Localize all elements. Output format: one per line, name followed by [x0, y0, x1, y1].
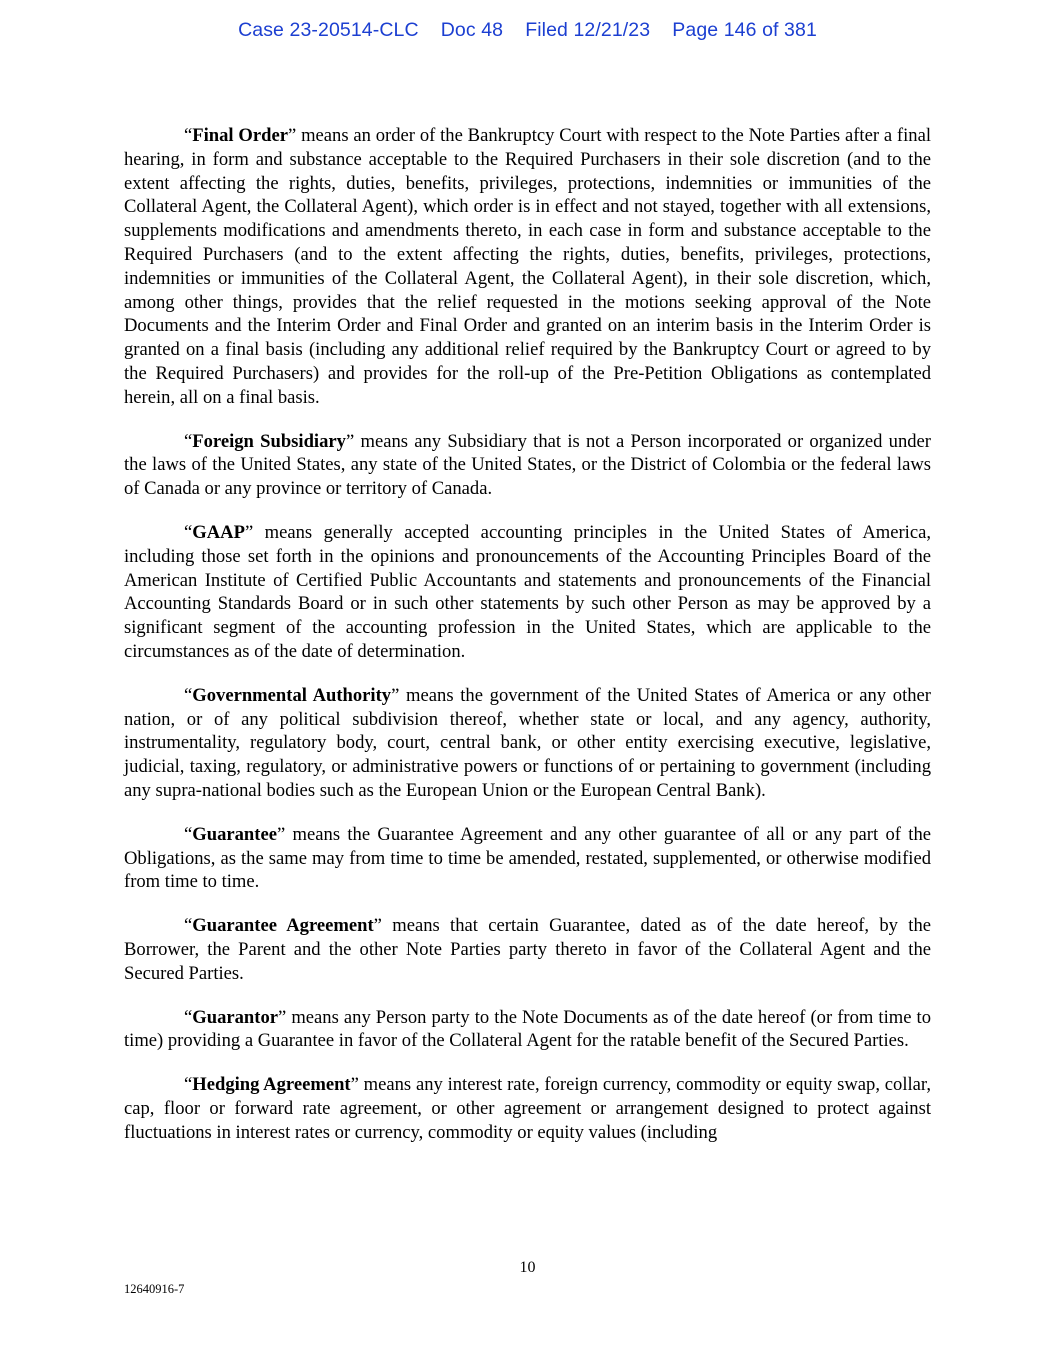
definition-text: means the government of the United States of America or any other nation, or of any political subdivision thereof, whether state or local, and any agency, authority, instrumentality, regulatory body, court, central bank, or other entity exercising executive, legislative, judicial, taxing, regulatory, or administrative powers or functions of or pertaining to government (including any supra-national bodies such as the European Union or the European Central Bank).	[124, 684, 931, 801]
defined-term: Governmental Authority	[192, 684, 392, 706]
document-id: 12640916-7	[124, 1282, 185, 1296]
definition-hedging-agreement: “Hedging Agreement” means any interest rate, foreign currency, commodity or equity swap, collar, cap, floor or forward rate agreement, or other agreement or arrangement designed to protect against fluctuations in interest rates or currency, commodity or equity values (including	[124, 1074, 932, 1143]
definition-guarantee: “Guarantee” means the Guarantee Agreement and any other guarantee of all or any part of the Obligations, as the same may from time to time be amended, restated, supplemented, or otherwise modified from time to time.	[124, 823, 931, 893]
definition-foreign-subsidiary: “Foreign Subsidiary” means any Subsidiary that is not a Person incorporated or organized under the laws of the United States, any state of the United States, or the District of Colombia or the federal laws of Canada or any province or territory of Canada.	[124, 430, 931, 500]
filed-date: Filed 12/21/23	[525, 19, 651, 41]
case-header	[0, 19, 1055, 42]
definition-text: means any interest rate, foreign currency, commodity or equity swap, collar, cap, floor or forward rate agreement, or other agreement or arrangement designed to protect against fluctuations in interest rates or currency, commodity or equity values (including	[124, 1074, 932, 1143]
defined-term: Hedging Agreement	[192, 1074, 351, 1096]
definition-governmental-authority: “Governmental Authority” means the government of the United States of America or any other nation, or of any political subdivision thereof, whether state or local, and any agency, authority, instrumentality, regulatory body, court, central bank, or other entity exercising executive, legislative, judicial, taxing, regulatory, or administrative powers or functions of or pertaining to government (including any supra-national bodies such as the European Union or the European Central Bank).	[124, 684, 931, 801]
defined-term: Guarantee Agreement	[192, 915, 374, 937]
defined-term: Guarantor	[192, 1006, 278, 1028]
definition-text: means the Guarantee Agreement and any other guarantee of all or any part of the Obligations, as the same may from time to time be amended, restated, supplemented, or otherwise modified from time to time.	[124, 823, 931, 893]
definition-guarantor: “Guarantor” means any Person party to the Note Documents as of the date hereof (or from time to time) providing a Guarantee in favor of the Collateral Agent for the ratable benefit of the Secured Parties.	[124, 1006, 931, 1052]
definition-guarantee-agreement: “Guarantee Agreement” means that certain Guarantee, dated as of the date hereof, by the Borrower, the Parent and the other Note Parties party thereto in favor of the Collateral Agent and the Secured Parties.	[124, 915, 932, 984]
page-number: 10	[519, 1259, 536, 1276]
defined-term: Foreign Subsidiary	[192, 430, 346, 452]
case-number: Case 23-20514-CLC	[238, 19, 419, 41]
defined-term: GAAP	[192, 521, 245, 543]
definition-text: means generally accepted accounting principles in the United States of America, including those set forth in the opinions and pronouncements of the Accounting Principles Board of the American Institute of Certified Public Accountants and statements and pronouncements of the Financial Accounting Standards Board or in such other statements by such other Person as may be approved by a significant segment of the accounting profession in the United States, which are applicable to the circumstances as of the date of determination.	[124, 521, 931, 662]
definitions-body	[124, 124, 931, 1164]
definition-text: means any Person party to the Note Documents as of the date hereof (or from time to time) providing a Guarantee in favor of the Collateral Agent for the ratable benefit of the Secured Parties.	[124, 1006, 931, 1052]
defined-term: Guarantee	[192, 823, 277, 845]
page-indicator: Page 146 of 381	[672, 19, 817, 41]
definition-text: means an order of the Bankruptcy Court with respect to the Note Parties after a final hearing, in form and substance acceptable to the Required Purchasers in their sole discretion (and to the extent affecting the rights, duties, benefits, privileges, protections, indemnities or immunities of the Collateral Agent, the Collateral Agent), which order is in effect and not stayed, together with all extensions, supplements modifications and amendments thereto, in each case in form and substance acceptable to the Required Purchasers (and to the extent affecting the rights, duties, benefits, privileges, protections, indemnities or immunities of the Collateral Agent, the Collateral Agent), in their sole discretion, which, among other things, provides that the relief requested in the motions seeking approval of the Note Documents and the Interim Order and Final Order and granted on an interim basis in the Interim Order is granted on a final basis (including any additional relief required by the Bankruptcy Court or agreed to by the Required Purchasers) and provides for the roll-up of the Pre-Petition Obligations as contemplated herein, all on a final basis.	[124, 125, 931, 408]
definition-gaap: “GAAP” means generally accepted accounting principles in the United States of America, including those set forth in the opinions and pronouncements of the Accounting Principles Board of the American Institute of Certified Public Accountants and statements and pronouncements of the Financial Accounting Standards Board or in such other statements by such other Person as may be approved by a significant segment of the accounting profession in the United States, which are applicable to the circumstances as of the date of determination.	[124, 521, 931, 662]
definition-text: means that certain Guarantee, dated as of the date hereof, by the Borrower, the Parent and the other Note Parties party thereto in favor of the Collateral Agent and the Secured Parties.	[124, 915, 932, 984]
definition-final-order: “Final Order” means an order of the Bankruptcy Court with respect to the Note Parties after a final hearing, in form and substance acceptable to the Required Purchasers in their sole discretion (and to the extent affecting the rights, duties, benefits, privileges, protections, indemnities or immunities of the Collateral Agent, the Collateral Agent), which order is in effect and not stayed, together with all extensions, supplements modifications and amendments thereto, in each case in form and substance acceptable to the Required Purchasers (and to the extent affecting the rights, duties, benefits, privileges, protections, indemnities or immunities of the Collateral Agent, the Collateral Agent), in their sole discretion, which, among other things, provides that the relief requested in the motions seeking approval of the Note Documents and the Interim Order and Final Order and granted on an interim basis in the Interim Order is granted on a final basis (including any additional relief required by the Bankruptcy Court or agreed to by the Required Purchasers) and provides for the roll-up of the Pre-Petition Obligations as contemplated herein, all on a final basis.	[124, 125, 931, 408]
definition-text: means any Subsidiary that is not a Person incorporated or organized under the laws of the United States, any state of the United States, or the District of Colombia or the federal laws of Canada or any province or territory of Canada.	[124, 430, 931, 500]
doc-number: Doc 48	[440, 19, 504, 41]
defined-term: Final Order	[192, 125, 288, 146]
